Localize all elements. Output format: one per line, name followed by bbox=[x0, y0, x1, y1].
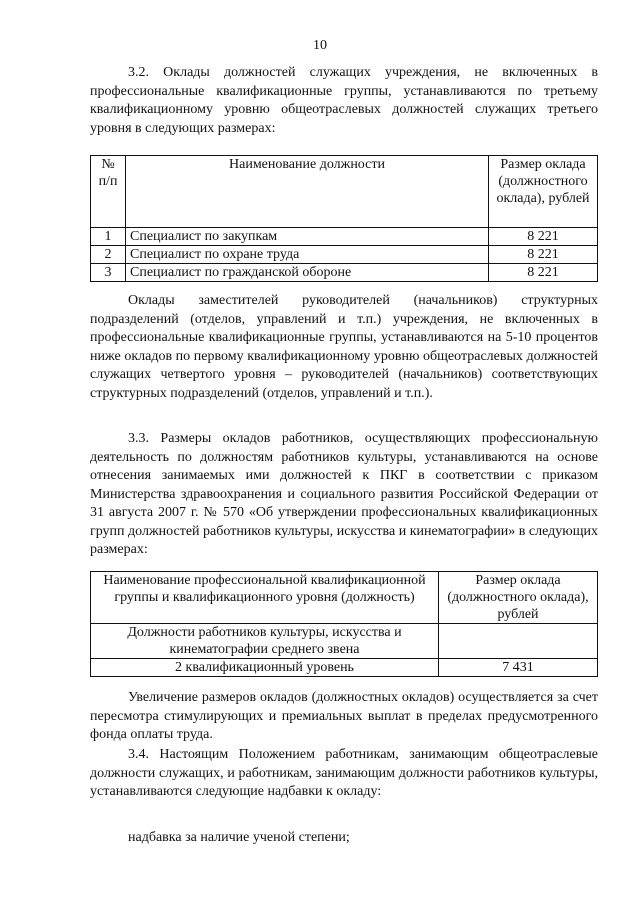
table-positions bbox=[90, 155, 598, 282]
paragraph-3-2-text: 3.2. Оклады должностей служащих учреждения, не включенных в профессиональные квалификационные группы, устанавливаются по третьему квалификационному уровню общеотраслевых должностей служащих третьего уровня в следующих размерах: bbox=[90, 65, 598, 136]
table-culture bbox=[90, 571, 598, 677]
level-name: 2 квалификационный уровень bbox=[91, 659, 439, 677]
table-header-row bbox=[91, 572, 598, 624]
row-num: 1 bbox=[91, 228, 126, 246]
paragraph-deputies bbox=[90, 292, 598, 403]
table-row bbox=[91, 624, 598, 659]
paragraph-increase-text: Увеличение размеров окладов (должностных окладов) осуществляется за счет пересмотра стимулирующих и премиальных выплат в пределах предусмотренного фонда оплаты труда. bbox=[90, 690, 598, 742]
row-salary: 8 221 bbox=[489, 264, 598, 282]
paragraph-3-3 bbox=[90, 430, 598, 560]
row-name: Специалист по охране труда bbox=[126, 246, 489, 264]
row-num: 2 bbox=[91, 246, 126, 264]
row-salary: 8 221 bbox=[489, 246, 598, 264]
header-salary: Размер оклада (должностного оклада), рублей bbox=[489, 156, 598, 228]
paragraph-bonus bbox=[90, 829, 598, 848]
paragraph-3-2 bbox=[90, 64, 598, 138]
group-name: Должности работников культуры, искусства и кинематографии среднего звена bbox=[91, 624, 439, 659]
row-name: Специалист по закупкам bbox=[126, 228, 489, 246]
table-row bbox=[91, 264, 598, 282]
header-num: № п/п bbox=[91, 156, 126, 228]
paragraph-increase bbox=[90, 689, 598, 745]
row-num: 3 bbox=[91, 264, 126, 282]
page-number: 10 bbox=[313, 38, 327, 53]
level-salary: 7 431 bbox=[439, 659, 598, 677]
paragraph-deputies-text: Оклады заместителей руководителей (начальников) структурных подразделений (отделов, управлений и т.п.) учреждения, не включенных в профессиональные квалификационные группы, устанавливаются на 5-10 процентов ниже окладов по первому квалификационному уровню общеотраслевых должностей служащих четвертого уровня – руководителей (начальников) соответствующих структурных подразделений (отделов, управлений и т.п.). bbox=[90, 293, 598, 401]
paragraph-3-4-text: 3.4. Настоящим Положением работникам, занимающим общеотраслевые должности служащих, и работникам, занимающим должности работников культуры, устанавливаются следующие надбавки к окладу: bbox=[90, 747, 598, 799]
row-salary: 8 221 bbox=[489, 228, 598, 246]
paragraph-3-3-text: 3.3. Размеры окладов работников, осуществляющих профессиональную деятельность по должностям работников культуры, устанавливаются на основе отнесения занимаемых ими должностей к ПКГ в соответствии с приказом Министерства здравоохранения и социального развития Российской Федерации от 31 августа 2007 г. № 570 «Об утверждении профессиональных квалификационных групп должностей работников культуры, искусства и кинематографии» в следующих размерах: bbox=[90, 431, 598, 557]
table-row bbox=[91, 659, 598, 677]
row-name: Специалист по гражданской обороне bbox=[126, 264, 489, 282]
table-row bbox=[91, 228, 598, 246]
header-name: Наименование профессиональной квалификационной группы и квалификационного уровня (должность) bbox=[91, 572, 439, 624]
paragraph-3-4 bbox=[90, 746, 598, 802]
group-salary bbox=[439, 624, 598, 659]
header-name: Наименование должности bbox=[126, 156, 489, 228]
paragraph-bonus-text: надбавка за наличие ученой степени; bbox=[128, 830, 350, 845]
table-row bbox=[91, 246, 598, 264]
header-salary: Размер оклада (должностного оклада), рублей bbox=[439, 572, 598, 624]
table-header-row bbox=[91, 156, 598, 228]
